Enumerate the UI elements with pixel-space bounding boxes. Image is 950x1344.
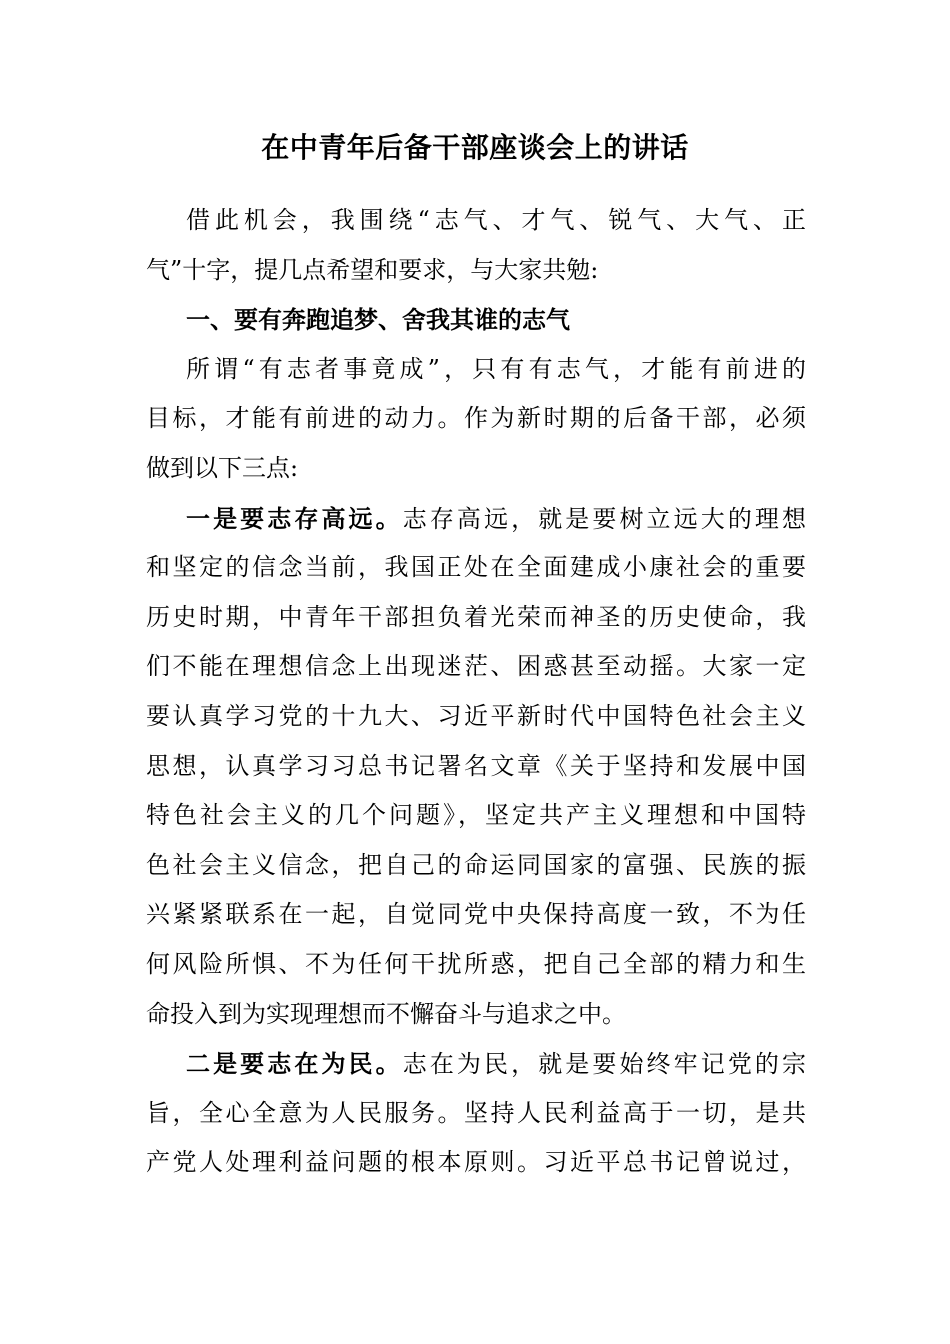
line-text: 志在为民，就是要始终牢记党的宗 <box>402 1050 807 1079</box>
line-text: 何风险所惧、不为任何干扰所惑，把自己全部的精力和生 <box>146 949 806 978</box>
line-text: 兴紧紧联系在一起，自觉同党中央保持高度一致，不为任 <box>146 900 806 929</box>
line-text: 要认真学习党的十九大、习近平新时代中国特色社会主义 <box>146 701 806 730</box>
line-text: 们不能在理想信念上出现迷茫、困惑甚至动摇。大家一定 <box>146 652 806 681</box>
section-heading <box>146 295 806 345</box>
paragraph-line <box>146 841 806 891</box>
line-text: 借此机会，我围绕“志气、才气、锐气、大气、正 <box>186 206 806 234</box>
paragraph-line <box>146 543 806 593</box>
line-text: 特色社会主义的几个问题》，坚定共产主义理想和中国特 <box>146 801 806 830</box>
paragraph-line <box>146 196 806 246</box>
page-title: 在中青年后备干部座谈会上的讲话 <box>261 131 689 164</box>
bold-lead-text: 一是要志存高远。 <box>186 503 403 533</box>
line-text: 和坚定的信念当前，我国正处在全面建成小康社会的重要 <box>146 553 806 582</box>
line-text: 气”十字，提几点希望和要求，与大家共勉: <box>146 255 599 284</box>
paragraph-line <box>146 1039 806 1089</box>
document-body <box>146 196 806 1188</box>
line-text: 历史时期，中青年干部担负着光荣而神圣的历史使命，我 <box>146 602 806 631</box>
paragraph-line <box>146 990 806 1040</box>
paragraph-line <box>146 940 806 990</box>
paragraph-line <box>146 246 806 296</box>
paragraph-line <box>146 791 806 841</box>
paragraph-line <box>146 345 806 395</box>
line-text: 命投入到为实现理想而不懈奋斗与追求之中。 <box>146 999 626 1028</box>
line-text: 做到以下三点: <box>146 453 299 482</box>
heading-text: 一、要有奔跑追梦、舍我其谁的志气 <box>186 305 570 335</box>
paragraph-line <box>146 394 806 444</box>
paragraph-line <box>146 494 806 544</box>
paragraph-line <box>146 642 806 692</box>
paragraph-line <box>146 1089 806 1139</box>
paragraph-line <box>146 593 806 643</box>
bold-lead-text: 二是要志在为民。 <box>186 1049 403 1079</box>
line-text: 产党人处理利益问题的根本原则。习近平总书记曾说过， <box>146 1148 806 1177</box>
line-text: 旨，全心全意为人民服务。坚持人民利益高于一切，是共 <box>146 1098 806 1127</box>
paragraph-line <box>146 890 806 940</box>
line-text: 志存高远，就是要树立远大的理想 <box>402 504 807 533</box>
line-text: 色社会主义信念，把自己的命运同国家的富强、民族的振 <box>146 850 806 879</box>
line-text: 所谓“有志者事竟成”，只有有志气，才能有前进的 <box>186 354 806 383</box>
paragraph-line <box>146 444 806 494</box>
paragraph-line <box>146 1138 806 1188</box>
paragraph-line <box>146 692 806 742</box>
line-text: 目标，才能有前进的动力。作为新时期的后备干部，必须 <box>146 404 806 433</box>
paragraph-line <box>146 742 806 792</box>
line-text: 思想，认真学习习总书记署名文章《关于坚持和发展中国 <box>146 751 806 780</box>
